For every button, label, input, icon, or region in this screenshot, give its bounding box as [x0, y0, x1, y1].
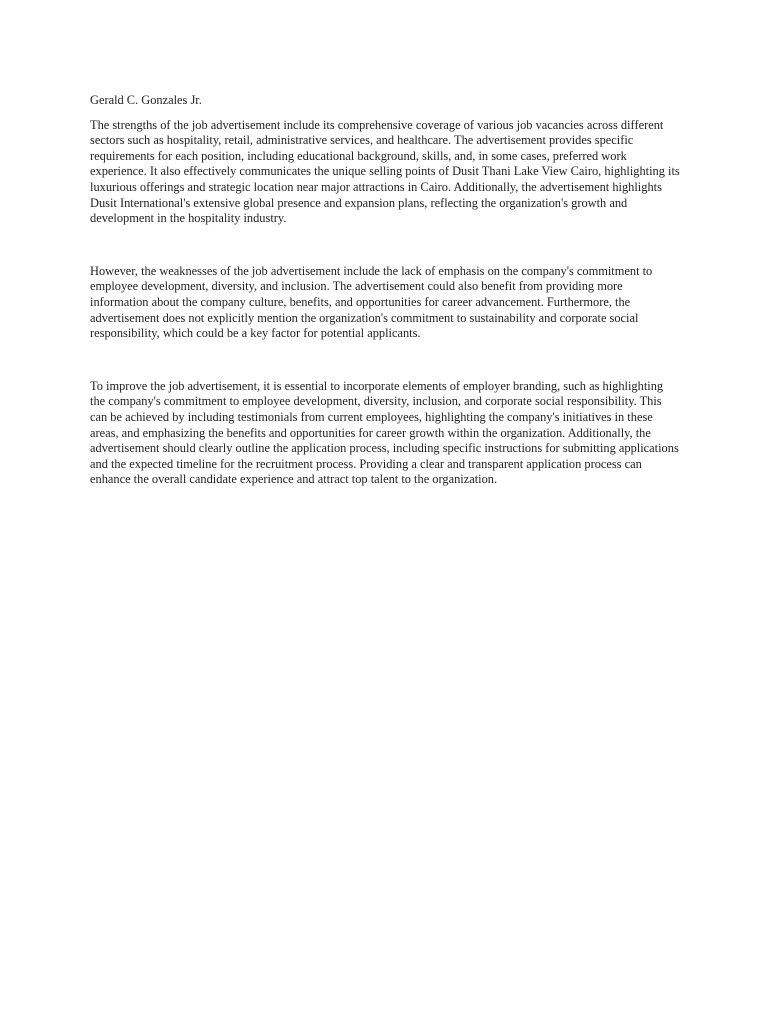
- paragraph-weaknesses: However, the weaknesses of the job advertisement include the lack of emphasis on the company's commitment to employee development, diversity, and inclusion. The advertisement could also benefit from providing more information about the company culture, benefits, and opportunities for career advancement. Furthermore, the advertisement does not explicitly mention the organization's commitment to sustainability and corporate social responsibility, which could be a key factor for potential applicants.: [90, 263, 653, 341]
- paragraph-strengths: The strengths of the job advertisement include its comprehensive coverage of various job vacancies across different sectors such as hospitality, retail, administrative services, and healthcare. The advertisement provides specific requirements for each position, including educational background, skills, and, in some cases, preferred work experience. It also effectively communicates the unique selling points of Dusit Thani Lake View Cairo, highlighting its luxurious offerings and strategic location near major attractions in Cairo. Additionally, the advertisement highlights Dusit International's extensive global presence and expansion plans, reflecting the organization's growth and development in the hospitality industry.: [90, 117, 680, 226]
- paragraph-improvements: To improve the job advertisement, it is essential to incorporate elements of employer branding, such as highlighting the company's commitment to employee development, diversity, inclusion, and corporate social responsibility. This can be achieved by including testimonials from current employees, highlighting the company's initiatives in these areas, and emphasizing the benefits and opportunities for career growth within the organization. Additionally, the advertisement should clearly outline the application process, including specific instructions for submitting applications and the expected timeline for the recruitment process. Providing a clear and transparent application process can enhance the overall candidate experience and attract top talent to the organization.: [90, 378, 679, 487]
- author-name: Gerald C. Gonzales Jr.: [90, 93, 202, 107]
- document-body: [90, 93, 680, 488]
